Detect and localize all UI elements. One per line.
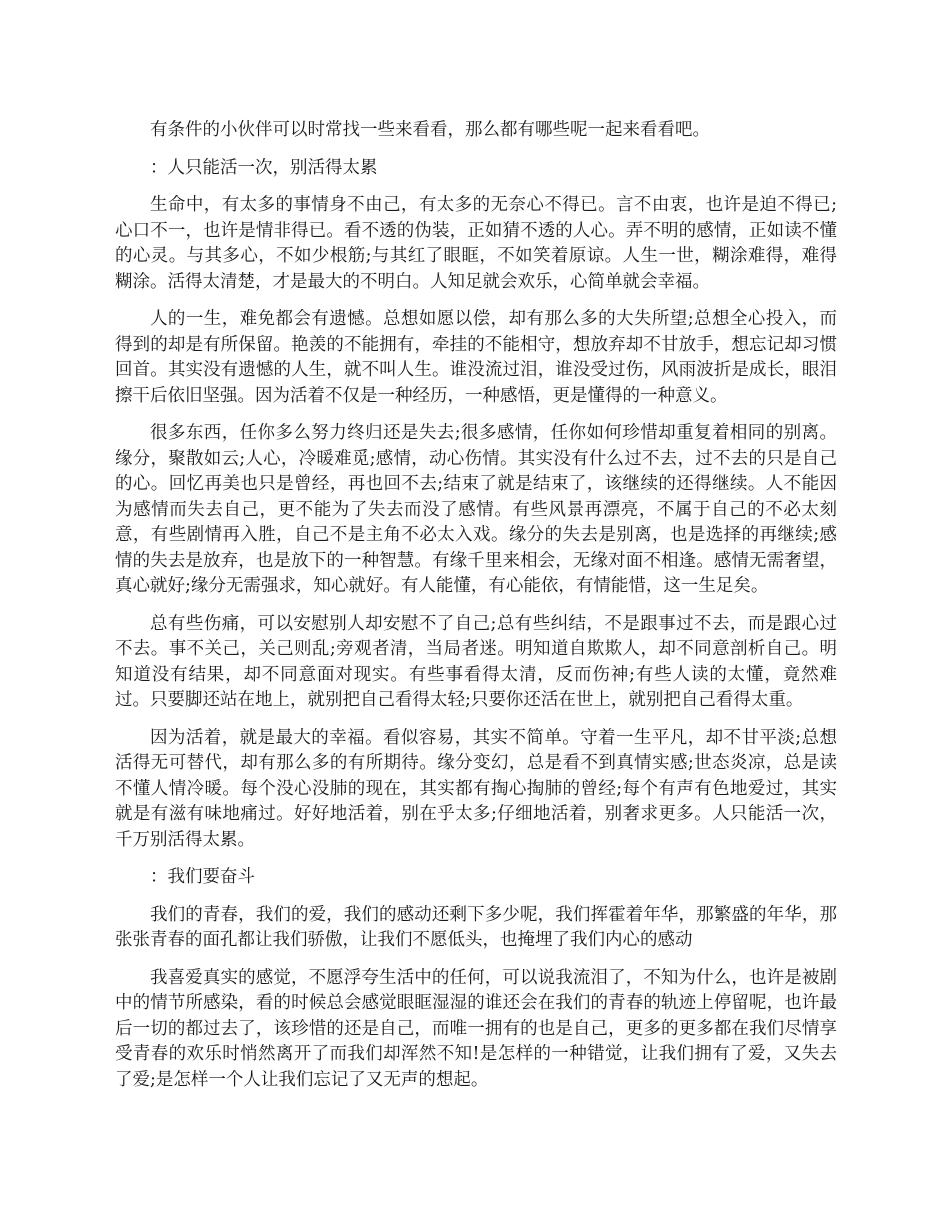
section-1-paragraph-2: 人的一生，难免都会有遗憾。总想如愿以偿，却有那么多的大失所望;总想全心投入，而得到的却是有所保留。艳羡的不能拥有，牵挂的不能相守，想放弃却不甘放手，想忘记却习惯回首。其实没有遗憾的人生，就不叫人生。谁没流过泪，谁没受过伤，风雨波折是成长，眼泪擦干后依旧坚强。因为活着不仅是一种经历，一种感悟，更是懂得的一种意义。 <box>115 309 837 406</box>
section-1-paragraph-4: 总有些伤痛，可以安慰别人却安慰不了自己;总有些纠结，不是跟事过不去，而是跟心过不去。事不关己，关己则乱;旁观者清，当局者迷。明知道自欺欺人，却不同意剖析自己。明知道没有结果，却不同意面对现实。有些事看得太清，反而伤神;有些人读的太懂，竟然难过。只要脚还站在地上，就别把自己看得太轻;只要你还活在世上，就别把自己看得太重。 <box>115 613 837 710</box>
section-1-paragraph-5: 因为活着，就是最大的幸福。看似容易，其实不简单。守着一生平凡，却不甘平淡;总想活得无可替代，却有那么多的有所期待。缘分变幻，总是看不到真情实感;世态炎凉，总是读不懂人情冷暖。每个没心没肺的现在，其实都有掏心掏肺的曾经;每个有声有色地爱过，其实就是有滋有味地痛过。好好地活着，别在乎太多;仔细地活着，别奢求更多。人只能活一次，千万别活得太累。 <box>115 727 837 850</box>
section-2-paragraph-2: 我喜爱真实的感觉，不愿浮夸生活中的任何，可以说我流泪了，不知为什么，也许是被剧中的情节所感染，看的时候总会感觉眼眶湿湿的谁还会在我们的青春的轨迹上停留呢，也许最后一切的都过去了，该珍惜的还是自己，而唯一拥有的也是自己，更多的更多都在我们尽情享受青春的欢乐时悄然离开了而我们却浑然不知!是怎样的一种错觉，让我们拥有了爱，又失去了爱;是怎样一个人让我们忘记了又无声的想起。 <box>115 967 837 1090</box>
intro-paragraph: 有条件的小伙伴可以时常找一些来看看，那么都有哪些呢一起来看看吧。 <box>150 120 710 140</box>
section-2-paragraph-1: 我们的青春，我们的爱，我们的感动还剩下多少呢，我们挥霍着年华，那繁盛的年华，那张张青春的面孔都让我们骄傲，让我们不愿低头，也掩埋了我们内心的感动 <box>115 904 837 950</box>
section-heading-2: ：我们要奋斗 <box>150 867 255 887</box>
section-1-paragraph-3: 很多东西，任你多么努力终归还是失去;很多感情，任你如何珍惜却重复着相同的别离。缘分，聚散如云;人心，冷暖难觅;感情，动心伤情。其实没有什么过不去，过不去的只是自己的心。回忆再美也只是曾经，再也回不去;结束了就是结束了，该继续的还得继续。人不能因为感情而失去自己，更不能为了失去而没了感情。有些风景再漂亮，不属于自己的不必太刻意，有些剧情再入胜，自己不是主角不必太入戏。缘分的失去是别离，也是选择的再继续;感情的失去是放弃，也是放下的一种智慧。有缘千里来相会，无缘对面不相逢。感情无需奢望，真心就好;缘分无需强求，知心就好。有人能懂，有心能依，有情能惜，这一生足矣。 <box>115 423 837 596</box>
section-heading-1: ：人只能活一次，别活得太累 <box>150 157 378 178</box>
document-body <box>115 118 837 1105</box>
section-1-paragraph-1: 生命中，有太多的事情身不由己，有太多的无奈心不得已。言不由衷，也许是迫不得已;心口不一，也许是情非得已。看不透的伪装，正如猜不透的人心。弄不明的感情，正如读不懂的心灵。与其多心，不如少根筋;与其红了眼眶，不如笑着原谅。人生一世，糊涂难得，难得糊涂。活得太清楚，才是最大的不明白。人知足就会欢乐，心简单就会幸福。 <box>115 195 837 292</box>
